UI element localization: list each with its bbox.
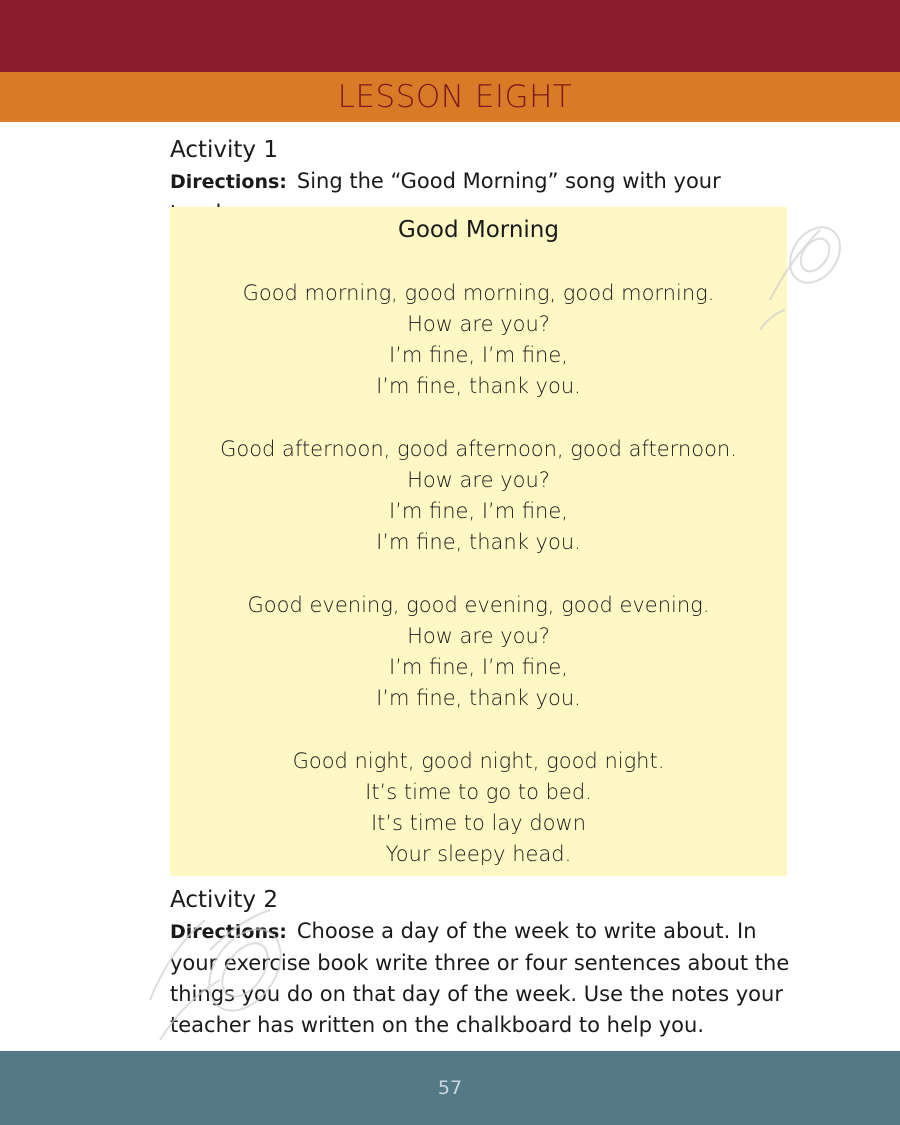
lyric-line: Good afternoon, good afternoon, good afternoon. (220, 437, 737, 461)
lesson-banner (0, 72, 900, 122)
directions-label: Directions: (170, 921, 287, 943)
lyric-line: How are you? (407, 312, 550, 336)
activity-2-heading: Activity 2 (170, 887, 278, 913)
activity-2-section (170, 884, 800, 1041)
stanza-1 (170, 278, 787, 402)
lyric-line: Good morning, good morning, good morning. (242, 281, 715, 305)
top-banner (0, 0, 900, 72)
lyric-line: How are you? (407, 468, 550, 492)
lyric-line: I’m fine, I’m fine, (389, 655, 568, 679)
lyric-line: I’m fine, thank you. (376, 686, 581, 710)
lyric-line: Good night, good night, good night. (292, 749, 665, 773)
lyric-line: It’s time to lay down (370, 811, 587, 835)
directions-text: Sing the “Good Morning” song with your (296, 169, 721, 193)
lyric-line: I’m fine, I’m fine, (389, 499, 568, 523)
stanza-2 (170, 434, 787, 558)
activity-1-heading: Activity 1 (170, 137, 278, 163)
directions-label: Directions: (170, 171, 287, 193)
footer-bar (0, 1051, 900, 1125)
directions-text: Choose a day of the week to write about. In your exercise book write three or four sentences about the things you do on that day of the week. Use the notes your teacher has written on the chalkboard to help you. (170, 919, 790, 1037)
lyric-line: I’m fine, thank you. (376, 530, 581, 554)
lyric-line: Your sleepy head. (385, 842, 572, 866)
stanza-4 (170, 746, 787, 870)
lyric-line: How are you? (407, 624, 550, 648)
stanza-3 (170, 590, 787, 714)
lyric-line: I’m fine, I’m fine, (389, 343, 568, 367)
song-lyrics (170, 278, 787, 870)
lesson-title: LESSON EIGHT (337, 79, 573, 115)
lyric-line: I’m fine, thank you. (376, 374, 581, 398)
activity-2-directions (170, 916, 800, 1041)
song-title: Good Morning (398, 217, 559, 243)
lyric-line: Good evening, good evening, good evening. (247, 593, 710, 617)
lyric-line: It’s time to go to bed. (365, 780, 592, 804)
song-box (170, 207, 787, 876)
page-number: 57 (437, 1077, 463, 1099)
